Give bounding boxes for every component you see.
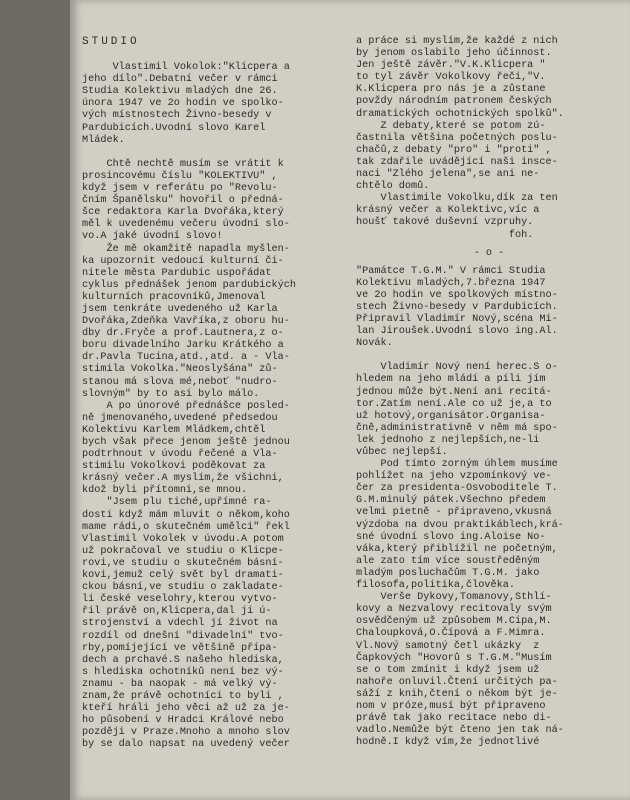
text-line: povždy národním patronem českých [356, 96, 552, 108]
right-column [356, 36, 622, 749]
text-line: ve 2o hodin ve spolkových místno- [356, 289, 558, 301]
text-line: Připravil Vladimír Nový,scéna Mi- [356, 314, 558, 326]
text-line: vých místnostech Živno-besedy v [82, 110, 272, 122]
text-line [82, 147, 348, 159]
text-line: vo.A jaké úvodní slovo! [82, 231, 223, 243]
text-line: rby,pomíjející ve většině přípa- [82, 642, 278, 654]
tgm-event-review [356, 362, 622, 749]
text-line: Že mě okamžitě napadla myšlen- [82, 243, 290, 255]
left-column-text [82, 62, 348, 751]
text-line: stimila Vokolka."Neoslyšána" zů- [82, 364, 278, 376]
text-line: A po únorové přednášce posled- [82, 400, 290, 412]
text-line: později v Praze.Mnoho a mnoho slov [82, 727, 290, 739]
text-line: ně jmenovaného,uvedené předsedou [82, 412, 278, 424]
section-divider: - o - [473, 247, 505, 259]
text-line: dech a prchavé.S našeho hlediska, [82, 654, 284, 666]
text-line: Novák. [356, 338, 393, 350]
text-line: tak zdařile uvádějící naši insce- [356, 156, 558, 168]
text-line: nahoře onluvil.Čtení určitých pa- [356, 676, 558, 688]
text-line: kdož byli přítomni,se mnou. [82, 485, 248, 497]
text-line: Pardubicích.Uvodní slovo Karel [82, 122, 266, 134]
text-line: Verše Dykovy,Tomanovy,Sthlí- [356, 592, 552, 604]
text-line: rovi,ve studiu o skutečném básní- [82, 557, 284, 569]
text-line: nitele města Pardubic uspořádat [82, 267, 272, 279]
text-line: stimilu Vokolkovi poděkovat za [82, 461, 266, 473]
text-line: stech Živno-besedy v Pardubicích. [356, 301, 558, 313]
text-line: váka,který přiblížil ne početným, [356, 543, 558, 555]
text-line: měl k uvedenému večeru úvodní slo- [82, 219, 290, 231]
text-line: Z debaty,které se potom zú- [356, 120, 546, 132]
text-line: stanou má slova mé,neboť "nudro- [82, 376, 278, 388]
text-line: právě tak jako recitace nebo di- [356, 713, 552, 725]
text-line: mladým posluchačům T.G.M. jako [356, 567, 540, 579]
text-line: by jenom oslabilo jeho účinnost. [356, 48, 552, 60]
text-line: čně,administrativně v něm má spo- [356, 422, 558, 434]
text-line: Dvořáka,Zdeňka Vavříka,z oboru hu- [82, 316, 290, 328]
text-line: Vlastimile Vokolku,dík za ten [356, 193, 558, 205]
text-line: Vl.Nový samotný četl ukázky z [356, 640, 540, 652]
text-line: ho působení v Hradci Králové nebo [82, 715, 284, 727]
text-line: Vlastimil Vokolok:"Klicpera a [82, 62, 290, 74]
text-line: častnila většina početných poslu- [356, 132, 558, 144]
text-line: jednou může být.Není ani recitá- [356, 386, 552, 398]
text-line: čer za presidenta-Osvoboditele T. [356, 483, 558, 495]
text-line: Chaloupková,O.Čípová a F.Mimra. [356, 628, 546, 640]
text-line: cyklus přednášek jenom pardubických [82, 279, 296, 291]
text-line: G.M.minulý pátek.Všechno předem [356, 495, 546, 507]
text-line: šce redaktora Karla Dvořáka,který [82, 207, 284, 219]
text-line: naci "Zlého jelena",se ani ne- [356, 169, 540, 181]
text-line: Kolektivu mladých,7.března 1947 [356, 277, 546, 289]
text-line: sné úvodní slovo ing.Aloise No- [356, 531, 546, 543]
left-column [82, 36, 348, 751]
text-line: s hlediska ochotníků není bez vý- [82, 666, 284, 678]
text-line: výzdoba na dvou praktikáblech,krá- [356, 519, 564, 531]
text-line: strojenství a vdechl jí život na [82, 618, 278, 630]
text-line: už pokračoval ve studiu o Klicpe- [82, 545, 284, 557]
text-line: kovy a Nezvalovy recitovaly svým [356, 604, 552, 616]
text-line: K.Klicpera pro nás je a zůstane [356, 84, 546, 96]
text-line: Mládek. [82, 134, 125, 146]
text-line: se o tom zmínit i když jsem už [356, 664, 540, 676]
text-line: houšť takové duševní vzpruhy. [356, 217, 534, 229]
text-line: chačů,z debaty "pro" i "proti" , [356, 144, 552, 156]
text-line: sáží z knih,čtení o někom být je- [356, 688, 558, 700]
text-line: dr.Pavla Tucina,atd.,atd. a - Vla- [82, 352, 290, 364]
text-line: hledem na jeho mládí a píli jím [356, 374, 546, 386]
text-line: Chtě nechtě musím se vrátit k [82, 158, 284, 170]
text-line: pohlížet na jeho vzpomínkový ve- [356, 471, 552, 483]
text-line: Kolektivu Karlem Mládkem,chtěl [82, 424, 266, 436]
text-line: "Jsem plu tiché,upřímné ra- [82, 497, 272, 509]
klicpera-review-conclusion [356, 36, 622, 242]
text-line: února 1947 ve 2o hodin ve spolko- [82, 98, 284, 110]
text-line: chtělo domů. [356, 181, 430, 193]
text-line: podtrhnout v úvodu řečené a Vla- [82, 449, 278, 461]
text-line: prosincovému číslu "KOLEKTIVU" , [82, 170, 278, 182]
text-line: bych však přece jenom ještě jednou [82, 437, 290, 448]
text-line: krásný večer a Kolektivc,víc a [356, 205, 540, 217]
text-line: lek jednoho z nejlepších,ne-li [356, 434, 540, 446]
text-line: lan Jiroušek.Uvodní slovo ing.Al. [356, 326, 558, 338]
text-line: vůbec nejlepší. [356, 447, 448, 458]
text-line: znamu - ba naopak - má velký vý- [82, 678, 278, 690]
text-line: kteří hráli jeho věci až už za je- [82, 703, 290, 715]
text-line: jsem tenkráte uvedeného už Karla [82, 303, 278, 315]
text-line: filosofa,politika,člověka. [356, 580, 515, 592]
text-line: ka upozornit vedoucí kulturní či- [82, 255, 284, 267]
text-line: Vlastimil Vokolek v úvodu.A potom [82, 533, 284, 545]
text-line: mame rádi,o skutečném umělci" řekl [82, 521, 290, 533]
text-line: řil právě on,Klicpera,dal jí ú- [82, 606, 272, 618]
section-heading: STUDIO [82, 36, 140, 48]
text-line: čním Španělsku" hovořil o předná- [82, 195, 284, 207]
text-line: vadlo.Nemůže být čteno jen tak ná- [356, 725, 564, 737]
text-line: dosti když mám mluvit o někom,koho [82, 509, 290, 521]
text-line: rozdíl od dnešní "divadelní" tvo- [82, 630, 284, 642]
text-line: Jen ještě závěr."V.K.Klicpera " [356, 60, 546, 72]
text-line: dramatických ochotnických spolků". [356, 108, 564, 120]
text-line: a práce si myslím,že každé z nich [356, 36, 558, 47]
text-line: tor.Zatím není.Ale co už je,a to [356, 398, 552, 410]
text-line: Pod tímto zorným úhlem musíme [356, 459, 558, 471]
text-line: ale zato tím více soustředěným [356, 555, 540, 567]
text-line: foh. [356, 229, 534, 241]
text-line: jeho dílo".Debatní večer v rámci [82, 74, 278, 86]
text-line: Studia Kolektivu mladých dne 26. [82, 86, 278, 98]
text-line: hodně.I když vím,že jednotlivé [356, 737, 540, 749]
text-line: znam,že právě ochotníci to byli , [82, 690, 284, 702]
text-line: by se dalo napsat na uvedený večer [82, 739, 290, 751]
text-line: kulturních pracovníků,Jmenoval [82, 291, 266, 303]
text-line: "Památce T.G.M." V rámci Studia [356, 265, 546, 277]
text-line: li české veselohry,kterou vytvo- [82, 594, 278, 606]
text-line: kovi,jemuž celý svět byl dramati- [82, 570, 284, 582]
text-line: Čapkových "Hovorů s T.G.M."Musím [356, 652, 552, 664]
tgm-event-header [356, 266, 622, 351]
text-line: velmi pietně - připraveno,vkusná [356, 507, 552, 519]
text-line: slovným" by to asi bylo málo. [82, 388, 260, 400]
text-line: když jsem v referátu po "Revolu- [82, 183, 278, 195]
text-line: osvědčeným už způsobem M.Cipa,M. [356, 616, 552, 628]
text-line: dby dr.Fryče a prof.Lautnera,z o- [82, 328, 284, 340]
newsletter-page [70, 0, 630, 800]
text-line: ckou básní,ve studiu o zakladate- [82, 582, 284, 594]
text-line: to tyl závěr Vokolkovy řeči,"V. [356, 72, 546, 84]
text-line: boru divadelního Jarku Krátkého a [82, 340, 284, 352]
text-line: už hotový,organisátor.Organisa- [356, 410, 546, 422]
text-line: nom v próze,musí být připraveno [356, 700, 546, 712]
text-line: krásný večer.A myslím,že všichni, [82, 473, 284, 485]
text-line: Vladimír Nový není herec.S o- [356, 362, 558, 374]
